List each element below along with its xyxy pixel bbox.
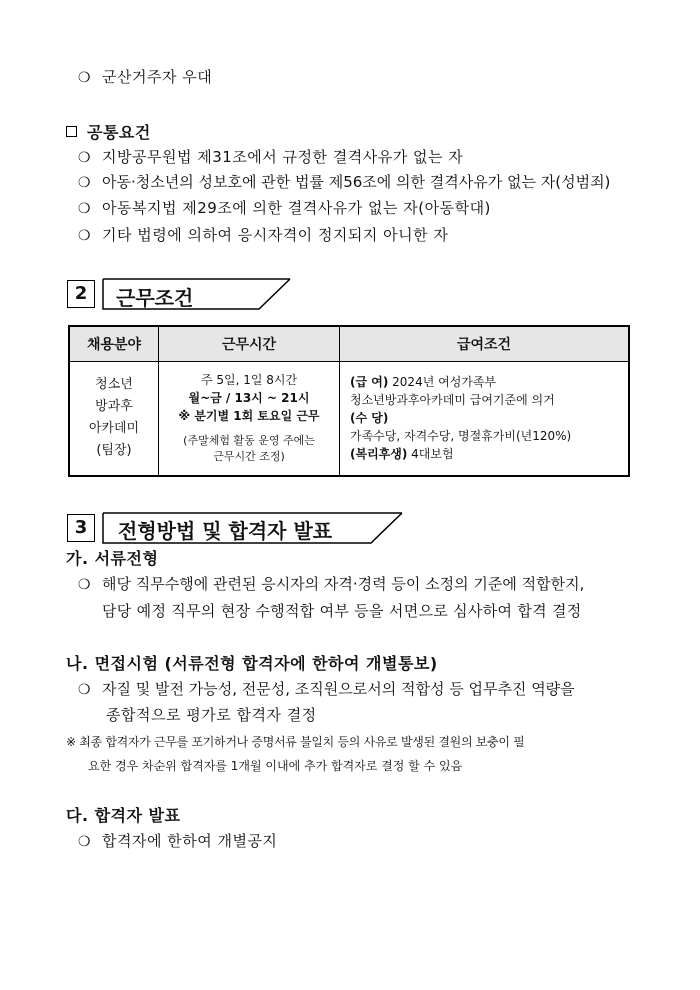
pay-cell: (급 여) 2024년 여성가족부 청소년방과후아카데미 급여기준에 의거 (수 당) 가족수당, 자격수당, 명절휴가비(년120%) (복리후생) 4대보험	[340, 362, 630, 476]
list-item: ❍ 군산거주자 우대	[78, 68, 213, 86]
square-bullet-icon	[66, 126, 77, 137]
list-item-continuation: 종합적으로 평가로 합격자 결정	[106, 706, 317, 724]
list-item: ❍ 아동·청소년의 성보호에 관한 법률 제56조에 의한 결격사유가 없는 자(성범죄)	[78, 173, 611, 191]
list-item: ❍ 합격자에 한하여 개별공지	[78, 832, 278, 850]
note-text: 요한 경우 차순위 합격자를 1개월 이내에 추가 합격자로 결정 할 수 있음	[88, 759, 463, 773]
list-item: ❍ 해당 직무수행에 관련된 응시자의 자격·경력 등이 소정의 기준에 적합한지,	[78, 575, 585, 593]
section-number: 3	[67, 514, 95, 542]
circle-bullet-icon: ❍	[78, 201, 92, 217]
work-conditions-table	[68, 325, 630, 477]
common-requirements-heading: 공통요건	[66, 120, 151, 143]
circle-bullet-icon: ❍	[78, 228, 92, 244]
circle-bullet-icon: ❍	[78, 577, 91, 593]
list-item: ❍ 자질 및 발전 가능성, 전문성, 조직원으로서의 적합성 등 업무추진 역량을	[78, 680, 575, 698]
table-header-row	[69, 326, 629, 362]
table-header-cell: 채용분야	[69, 326, 159, 362]
list-item: ❍ 아동복지법 제29조에 의한 결격사유가 없는 자(아동학대)	[78, 199, 491, 217]
subsection-heading: 나. 면접시험 (서류전형 합격자에 한하여 개별통보)	[66, 654, 438, 673]
section-title: 전형방법 및 합격자 발표	[118, 519, 333, 543]
table-header-cell: 근무시간	[159, 326, 340, 362]
table-header-cell: 급여조건	[340, 326, 630, 362]
field-cell: 청소년 방과후 아카데미 (팀장)	[69, 362, 159, 476]
table-row	[69, 362, 629, 476]
list-item-continuation: 담당 예정 직무의 현장 수행적합 여부 등을 서면으로 심사하여 합격 결정	[102, 602, 582, 620]
section-title: 근무조건	[116, 286, 194, 310]
circle-bullet-icon: ❍	[78, 834, 92, 850]
circle-bullet-icon: ❍	[78, 682, 91, 698]
circle-bullet-icon: ❍	[78, 70, 92, 86]
subsection-heading: 가. 서류전형	[66, 549, 159, 568]
subsection-heading: 다. 합격자 발표	[66, 806, 181, 825]
note-text: ※ 최종 합격자가 근무를 포기하거나 증명서류 불일치 등의 사유로 발생된 결원의 보충이 필	[66, 735, 525, 749]
list-item: ❍ 지방공무원법 제31조에서 규정한 결격사유가 없는 자	[78, 148, 464, 166]
hours-cell: 주 5일, 1일 8시간 월~금 / 13시 ~ 21시 ※ 분기별 1회 토요일 근무 (주말체험 활동 운영 주에는 근무시간 조정)	[159, 362, 340, 476]
circle-bullet-icon: ❍	[78, 175, 92, 191]
section-number: 2	[67, 280, 95, 308]
list-item: ❍ 기타 법령에 의하여 응시자격이 정지되지 아니한 자	[78, 226, 449, 244]
circle-bullet-icon: ❍	[78, 150, 92, 166]
